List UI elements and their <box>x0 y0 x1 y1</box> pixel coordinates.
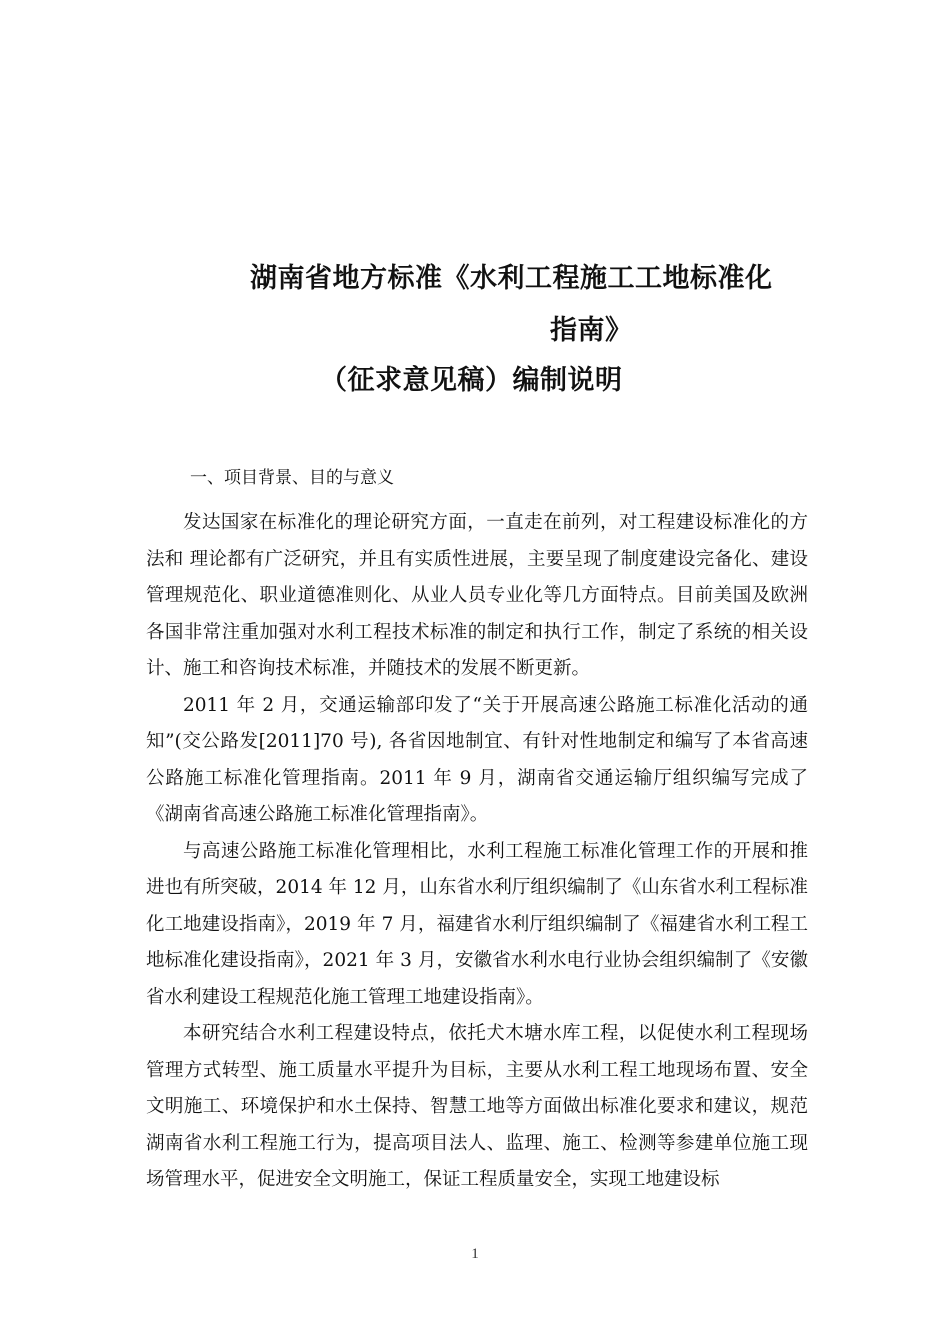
paragraph: 本研究结合水利工程建设特点，依托犬木塘水库工程，以促使水利工程现场管理方式转型、施工质量水平提升为目标，主要从水利工程工地现场布置、安全文明施工、环境保护和水土保持、智慧工地等方面做出标准化要求和建议，规范湖南省水利工程施工行为，提高项目法人、监理、施工、检测等参建单位施工现场管理水平，促进安全文明施工，保证工程质量安全，实现工地建设标 <box>146 1023 808 1190</box>
document-title-line-3: （征求意见稿）编制说明 <box>320 365 623 396</box>
page-number: 1 <box>471 1246 479 1262</box>
paragraph: 与高速公路施工标准化管理相比，水利工程施工标准化管理工作的开展和推进也有所突破，2014 年 12 月，山东省水利厅组织编制了《山东省水利工程标准化工地建设指南》，2019 年 7 月，福建省水利厅组织编制了《福建省水利工程工地标准化建设指南》，2021 年 3 月，安徽省水利水电行业协会组织编制了《安徽省水利建设工程规范化施工管理工地建设指南》。 <box>146 840 808 1008</box>
document-title-line-2: 指南》 <box>550 315 633 346</box>
section-heading: 一、项目背景、目的与意义 <box>190 468 394 488</box>
document-title-line-1: 湖南省地方标准《水利工程施工工地标准化 <box>250 263 773 294</box>
paragraph: 2011 年 2 月，交通运输部印发了“关于开展高速公路施工标准化活动的通知”(交公路发[2011]70 号), 各省因地制宜、有针对性地制定和编写了本省高速公路施工标准化管理指南。2011 年 9 月，湖南省交通运输厅组织编写完成了《湖南省高速公路施工标准化管理指南》。 <box>146 694 808 825</box>
body-text <box>146 505 808 1199</box>
paragraph: 发达国家在标准化的理论研究方面，一直走在前列，对工程建设标准化的方法和 理论都有广泛研究，并且有实质性进展，主要呈现了制度建设完备化、建设管理规范化、职业道德准则化、从业人员专业化等几方面特点。目前美国及欧洲各国非常注重加强对水利工程技术标准的制定和执行工作，制定了系统的相关设计、施工和咨询技术标准，并随技术的发展不断更新。 <box>146 512 808 679</box>
